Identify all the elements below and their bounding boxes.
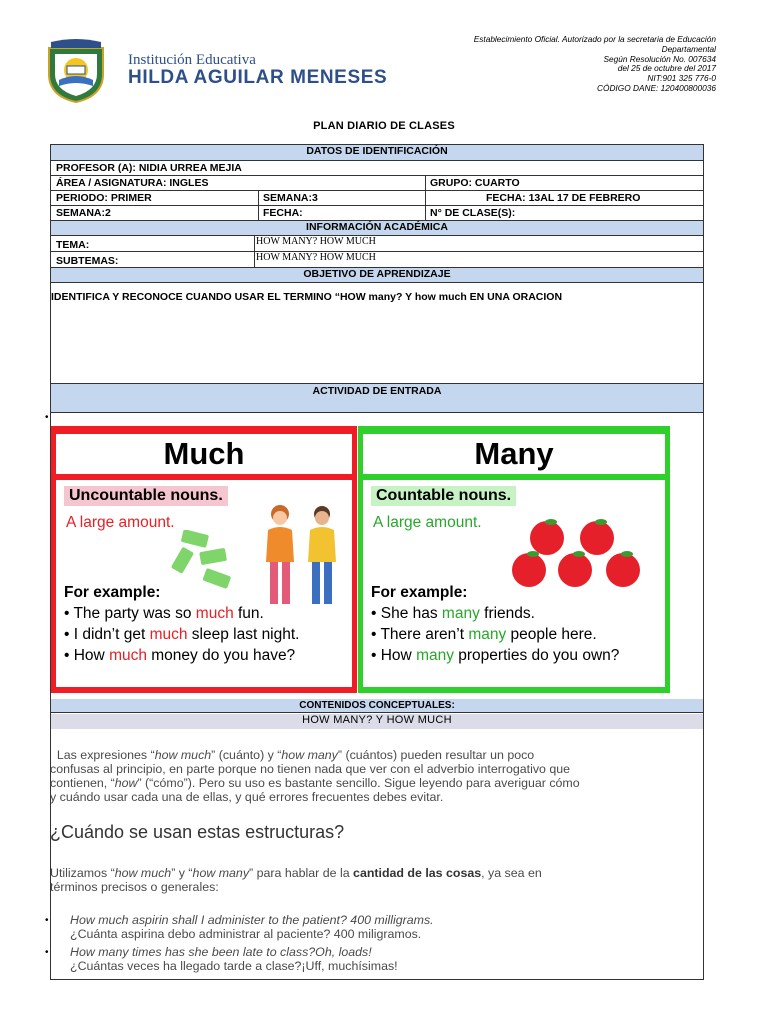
bullet-dot: • xyxy=(45,915,49,926)
legal-line: NIT:901 325 776-0 xyxy=(647,73,716,84)
example-item: How much aspirin shall I administer to the patient? 400 milligrams. ¿Cuánta aspirina debo administrar al paciente? 400 miligramos. xyxy=(70,913,434,941)
legal-line: Departamental xyxy=(661,43,716,54)
many-example-item: • How many properties do you own? xyxy=(371,645,651,666)
much-panel xyxy=(51,426,357,693)
tema-label: TEMA: xyxy=(56,239,90,251)
semana3-cell: SEMANA:3 xyxy=(263,192,318,204)
contents-header xyxy=(51,699,703,713)
many-example-item: • She has many friends. xyxy=(371,603,651,624)
much-examples-list xyxy=(64,603,299,666)
institution-name-line2: HILDA AGUILAR MENESES xyxy=(128,67,388,88)
people-illustration xyxy=(252,500,352,610)
subtemas-row xyxy=(51,252,703,268)
identification-header xyxy=(51,145,703,161)
many-title: Many xyxy=(363,434,665,474)
legal-line: del 25 de octubre del 2017 xyxy=(617,63,716,74)
periodo-cell: PERIODO: PRIMER xyxy=(56,192,152,204)
academic-title: INFORMACIÓN ACADÉMICA xyxy=(306,221,448,233)
much-title: Much xyxy=(56,434,352,474)
entry-activity-title: ACTIVIDAD DE ENTRADA xyxy=(312,385,442,397)
institution-name-line1: Institución Educativa xyxy=(128,52,256,68)
objective-body xyxy=(51,283,703,384)
usage-paragraph: Utilizamos “how much” y “how many” para hablar de la cantidad de las cosas, ya sea en términos precisos o generales: xyxy=(50,866,542,894)
many-panel xyxy=(358,426,670,693)
contents-title: CONTENIDOS CONCEPTUALES: xyxy=(299,700,455,711)
intro-paragraph: Las expresiones “how much” (cuánto) y “how many” (cuántos) pueden resultar un poco confusas al principio, en parte porque no tienen nada que ver con el adverbio interrogativo que contienen, “how” (“cómo”). Pero su uso es bastante sencillo. Sigue leyendo para averiguar cómo y cuándo usar cada una de ellas, y qué errores frecuentes debes evitar. xyxy=(50,748,580,804)
plan-title: PLAN DIARIO DE CLASES xyxy=(313,120,455,132)
countable-tag: Countable nouns. xyxy=(371,486,516,506)
grupo-cell: GRUPO: CUARTO xyxy=(430,177,520,189)
many-amount: A large amount. xyxy=(373,514,482,531)
semana2-cell: SEMANA:2 xyxy=(56,207,111,219)
much-example-item: • The party was so much fun. xyxy=(64,603,299,624)
fecha-range-cell: FECHA: 13AL 17 DE FEBRERO xyxy=(486,192,641,204)
much-example-item: • I didn’t get much sleep last night. xyxy=(64,624,299,645)
identification-title: DATOS DE IDENTIFICACIÓN xyxy=(306,145,448,157)
periodo-row xyxy=(51,191,703,206)
many-example-label: For example: xyxy=(371,584,468,601)
legal-line: Según Resolución No. 007634 xyxy=(603,53,716,64)
legal-info xyxy=(386,35,716,94)
much-body xyxy=(56,480,352,687)
area-row xyxy=(51,176,703,191)
much-example-label: For example: xyxy=(64,584,161,601)
many-body xyxy=(363,480,665,687)
subtemas-label: SUBTEMAS: xyxy=(56,255,119,267)
tema-row xyxy=(51,236,703,252)
tema-value: HOW MANY? HOW MUCH xyxy=(256,236,376,247)
area-cell: ÁREA / ASIGNATURA: INGLES xyxy=(56,177,209,189)
many-examples-list xyxy=(371,603,651,666)
bullet-dot: • xyxy=(45,412,49,423)
semana-row xyxy=(51,206,703,221)
subtemas-value: HOW MANY? HOW MUCH xyxy=(256,252,376,263)
many-example-item: • There aren’t many people here. xyxy=(371,624,651,645)
profesor-cell: PROFESOR (A): NIDIA URREA MEJIA xyxy=(56,162,242,174)
bullet-dot: • xyxy=(45,947,49,958)
profesor-row xyxy=(51,161,703,176)
legal-line: CÓDIGO DANE: 120400800036 xyxy=(597,82,716,93)
contents-subtitle: HOW MANY? Y HOW MUCH xyxy=(51,714,703,729)
legal-line: Establecimiento Oficial. Autorizado por la secretaria de Educación xyxy=(473,34,716,44)
objective-text: IDENTIFICA Y RECONOCE CUANDO USAR EL TERMINO “HOW many? Y how much EN UNA ORACION xyxy=(51,291,563,303)
entry-activity-header xyxy=(51,384,703,413)
num-clase-cell: N° DE CLASE(S): xyxy=(430,207,516,219)
school-crest-logo xyxy=(45,38,107,104)
much-amount: A large amount. xyxy=(66,514,175,531)
academic-header xyxy=(51,221,703,236)
uncountable-tag: Uncountable nouns. xyxy=(64,486,228,506)
fecha-cell: FECHA: xyxy=(263,207,303,219)
objective-title: OBJETIVO DE APRENDIZAJE xyxy=(303,268,451,280)
apples-icon xyxy=(511,518,647,590)
much-example-item: • How much money do you have? xyxy=(64,645,299,666)
example-item: How many times has she been late to class?Oh, loads! ¿Cuántas veces ha llegado tarde a clase?¡Uff, muchísimas! xyxy=(70,945,398,973)
objective-header xyxy=(51,268,703,283)
usage-heading: ¿Cuándo se usan estas estructuras? xyxy=(50,822,345,842)
money-bills-icon xyxy=(168,530,238,592)
